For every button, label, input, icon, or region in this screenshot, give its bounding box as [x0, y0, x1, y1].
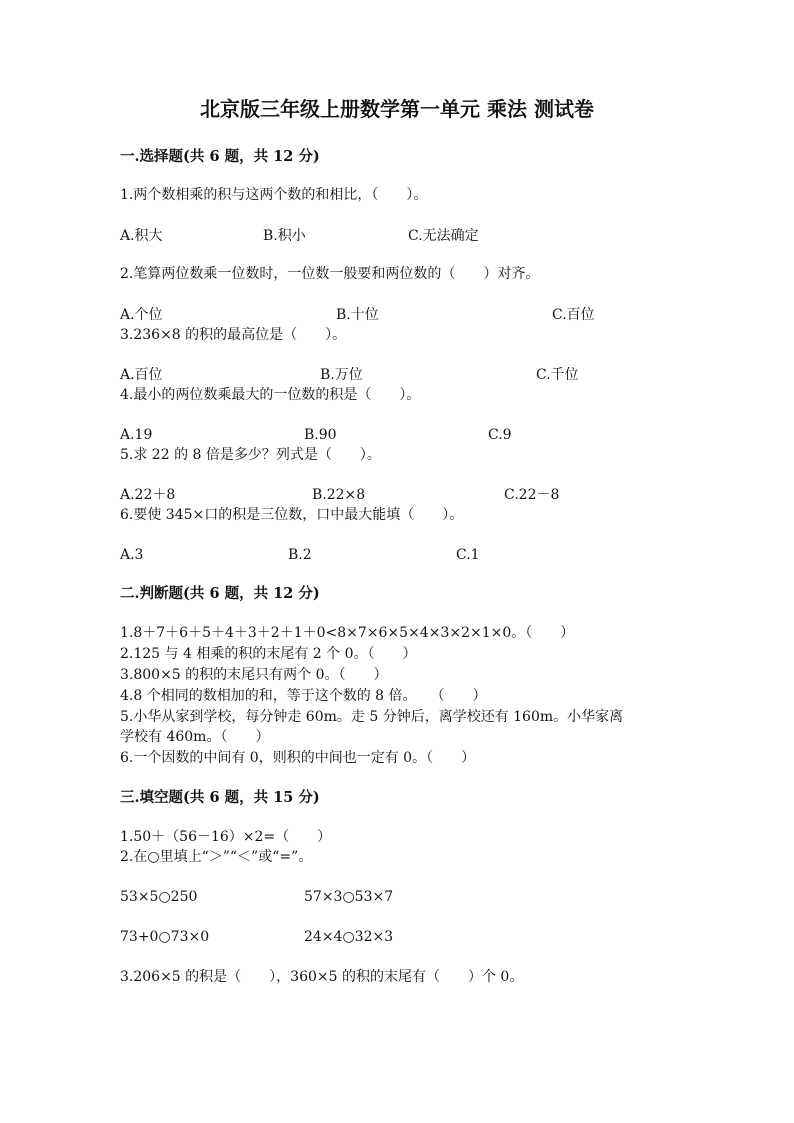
page-title: 北京版三年级上册数学第一单元 乘法 测试卷 [200, 97, 594, 121]
option-c: C.无法确定 [408, 228, 479, 244]
judge-line: 6.一个因数的中间有 0，则积的中间也一定有 0。（ ） [120, 750, 476, 766]
fill-line: 3.206×5 的积是（ ），360×5 的积的末尾有（ ）个 0。 [120, 969, 524, 985]
question-text: 2.笔算两位数乘一位数时，一位数一般要和两位数的（ ）对齐。 [120, 266, 540, 282]
question-text: 6.要使 345×口的积是三位数，口中最大能填（ ）。 [120, 507, 464, 523]
option-b: B.积小 [263, 228, 306, 244]
judge-line: 学校有 460m。（ ） [120, 729, 270, 745]
judge-line: 3.800×5 的积的末尾只有两个 0。（ ） [120, 667, 388, 683]
option-a: A.22＋8 [120, 487, 176, 503]
option-b: B.十位 [336, 307, 379, 323]
option-b: B.90 [304, 427, 337, 443]
section-heading-fill: 三.填空题(共 6 题，共 15 分) [120, 789, 320, 806]
judge-line: 2.125 与 4 相乘的积的末尾有 2 个 0。（ ） [120, 646, 417, 662]
fill-line: 2.在○里填上“＞”“＜”或“=”。 [120, 849, 313, 865]
judge-line: 1.8＋7＋6＋5＋4＋3＋2＋1＋0<8×7×6×5×4×3×2×1×0。（ ） [120, 625, 575, 641]
question-text: 4.最小的两位数乘最大的一位数的积是（ ）。 [120, 387, 421, 403]
question-text: 5.求 22 的 8 倍是多少？列式是（ ）。 [120, 447, 381, 463]
option-c: C.22－8 [504, 487, 560, 503]
option-b: B.万位 [320, 367, 363, 383]
compare-item: 24×4○32×3 [304, 929, 394, 945]
option-a: A.19 [120, 427, 153, 443]
option-c: C.1 [456, 547, 480, 563]
section-heading-judge: 二.判断题(共 6 题，共 12 分) [120, 585, 320, 602]
option-a: A.百位 [120, 367, 163, 383]
option-a: A.个位 [120, 307, 163, 323]
option-a: A.积大 [120, 228, 163, 244]
compare-item: 57×3○53×7 [304, 889, 394, 905]
option-b: B.2 [288, 547, 312, 563]
compare-item: 53×5○250 [120, 889, 198, 905]
option-c: C.千位 [536, 367, 579, 383]
section-heading-choice: 一.选择题(共 6 题，共 12 分) [120, 148, 320, 165]
question-text: 1.两个数相乘的积与这两个数的和相比，（ ）。 [120, 187, 428, 203]
option-c: C.百位 [552, 307, 595, 323]
judge-line: 5.小华从家到学校，每分钟走 60m。走 5 分钟后，离学校还有 160m。小华家离 [120, 709, 624, 725]
judge-line: 4.8 个相同的数相加的和，等于这个数的 8 倍。 （ ） [120, 688, 487, 704]
option-b: B.22×8 [312, 487, 366, 503]
question-text: 3.236×8 的积的最高位是（ ）。 [120, 327, 347, 343]
compare-item: 73+0○73×0 [120, 929, 210, 945]
option-c: C.9 [488, 427, 512, 443]
fill-line: 1.50＋（56－16）×2=（ ） [120, 829, 332, 845]
option-a: A.3 [120, 547, 144, 563]
